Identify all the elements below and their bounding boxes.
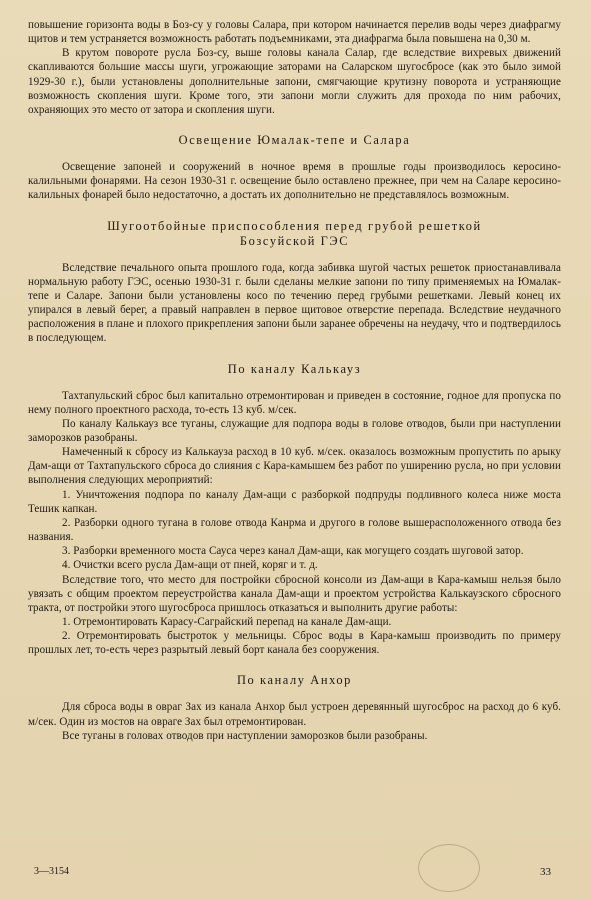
paragraph: Вследствие того, что место для постройки сбросной консоли из Дам-ащи в Кара-камыш нельзя было увязать с общим проектом переустройства канала Дам-ащи и проектом устройства Калькаузского сбросного тракта, от постройки этого шугосброса пришлось отказаться и выполнить другие работы: [28, 573, 561, 614]
paragraph: Для сброса воды в овраг Зах из канала Анхор был устроен деревянный шугосброс на расход до 6 куб. м/сек. Один из мостов на овраге Зах был отремонтирован. [28, 701, 561, 728]
list-item: 4. Очистки всего русла Дам-ащи от пней, коряг и т. д. [62, 559, 318, 572]
list-item: 1. Уничтожения подпора по каналу Дам-ащи с разборкой подпруды подливного колеса ниже моста Тешик капкан. [28, 488, 561, 515]
list-item: 3. Разборки временного моста Сауса через канал Дам-ащи, как могущего создать шуговой затор. [62, 545, 524, 558]
section-heading: По каналу Калькауз [227, 361, 362, 376]
paragraph: Освещение запоней и сооружений в ночное время в прошлые годы производилось керосино-калильными фонарями. На сезон 1930-31 г. освещение было оставлено прежнее, при чем на Саларе керосино-калильных фонарей было недостаточно, а достать их дополнительно не представлялось возможным. [28, 161, 561, 202]
intro-block [28, 18, 561, 117]
section-heading-line2: Бозсуйской ГЭС [239, 233, 350, 248]
section-lighting [28, 133, 561, 202]
section-ankhor [28, 673, 561, 742]
section-ice-deflectors [28, 219, 561, 346]
section-heading: Освещение Юмалак-тепе и Салара [178, 133, 411, 148]
list-item: 2. Отремонтировать быстроток у мельницы. Сброс воды в Кара-камыш производить по примеру прошлых лет, то-есть через разрытый левый борт канала без сооружения. [28, 630, 561, 657]
page-number: 33 [540, 866, 551, 878]
paragraph: повышение горизонта воды в Боз-су у головы Салара, при котором начинается перелив воды через диафрагму щитов и тем устраняется возможность работать подъемниками, эта диафрагма была повышена на 0,30 м. [28, 19, 561, 46]
section-kalkauz [28, 362, 561, 658]
list-item: 1. Отремонтировать Карасу-Саграйский перепад на канале Дам-ащи. [62, 616, 392, 628]
paragraph: В крутом повороте русла Боз-су, выше головы канала Салар, где вследствие вихревых движений скапливаются большие массы шуги, угрожающие заторами на Саларском шугосбросе (как это было зимой 1929-30 г.), были установлены дополнительные запони, смягчающие крутизну поворота и устраняющие возможность скопления шуги. Кроме того, эти запони могли служить для прохода по ним рабочих, охраняющих это место от затора и скопления шуги. [28, 47, 561, 116]
paragraph: Все туганы в головах отводов при наступлении заморозков были разобраны. [62, 729, 428, 742]
paragraph: Тахтапульский сброс был капитально отремонтирован и приведен в состояние, годное для пропуска по нему полного проектного расхода, то-есть 13 куб. м/сек. [28, 389, 561, 416]
paragraph: По каналу Калькауз все туганы, служащие для подпора воды в голове отводов, были при наступлении заморозков разобраны. [28, 417, 561, 444]
section-heading: Шугоотбойные приспособления перед грубой решеткой [107, 218, 482, 233]
library-stamp-icon [418, 844, 480, 892]
paragraph: Намеченный к сбросу из Калькауза расход в 10 куб. м/сек. оказалось возможным пропустить по арыку Дам-ащи от Тахтапульского сброса до слияния с Кара-камышем без работ по уширению русла, но при условии выполнения следующих мероприятий: [28, 446, 561, 487]
paragraph: Вследствие печального опыта прошлого года, когда забивка шугой частых решеток приостанавливала нормальную работу ГЭС, осенью 1930-31 г. были сделаны мелкие запони по типу применяемых на Юмалак-тепе и Саларе. Запони были установлены косо по течению перед грубыми решетками. Левый конец их упирался в левый берег, а правый направлен в первое щитовое отверстие перепада. Вследствие неудачного расположения в плане и плохого прикрепления запони были заранее обречены на неудачу, что и подтвердилось в последующем. [28, 261, 561, 345]
section-heading: По каналу Анхор [237, 673, 352, 688]
page-footer [0, 840, 591, 900]
printer-signature: 3—3154 [34, 866, 69, 877]
list-item: 2. Разборки одного тугана в голове отвода Канрма и другого в голове вышерасположенного отвода без названия. [28, 516, 561, 544]
